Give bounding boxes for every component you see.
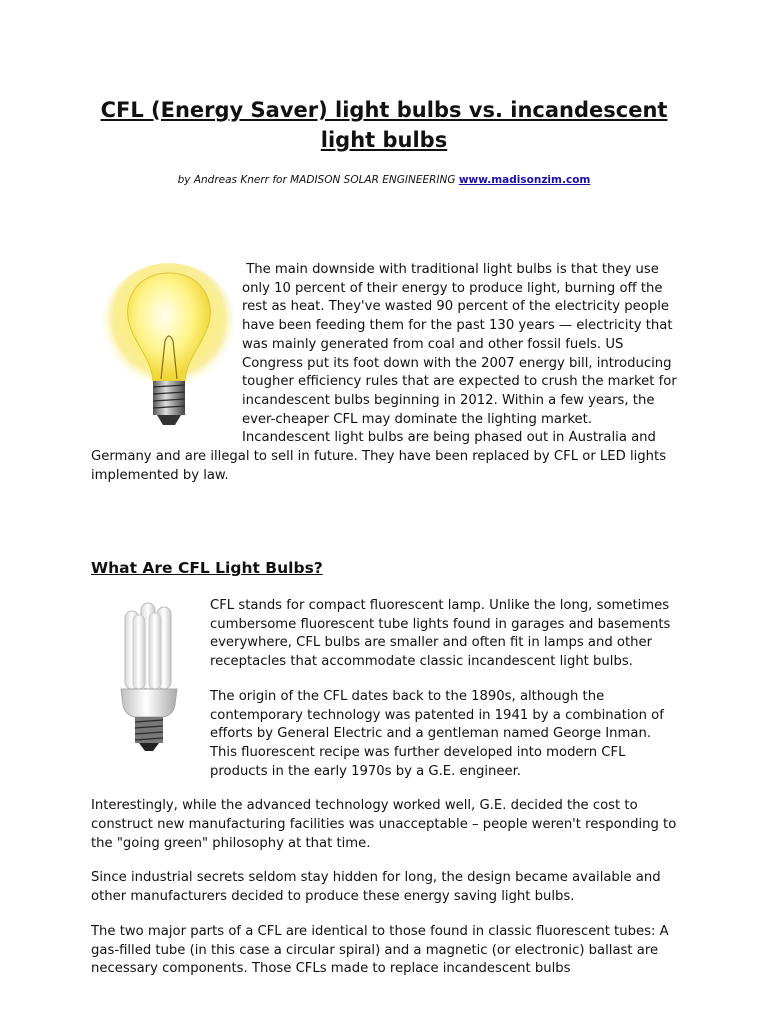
byline-text: by Andreas Knerr for MADISON SOLAR ENGINEERING [177,174,456,186]
paragraph-5: The two major parts of a CFL are identical to those found in classic fluorescent tubes: A gas-filled tube (in this case a circular spiral) and a magnetic (or electronic) ballast are necessary components. Those CFLs made to replace incandescent bulbs [91,923,669,977]
section-heading: What Are CFL Light Bulbs? [91,559,323,577]
paragraph-2: The origin of the CFL dates back to the 1890s, although the contemporary technology was patented in 1941 by a combination of efforts by General Electric and a gentleman named George Inman. This fluorescent recipe was further developed into modern CFL products in the early 1970s by a G.E. engineer. [210,688,664,779]
intro-block [91,261,681,485]
paragraph-1: CFL stands for compact fluorescent lamp. Unlike the long, sometimes cumbersome fluorescent tube lights found in garages and basements everywhere, CFL bulbs are smaller and often fit in lamps and other receptacles that accommodate classic incandescent light bulbs. [210,598,671,670]
page-title: CFL (Energy Saver) light bulbs vs. incandescent light bulbs [100,98,668,152]
incandescent-bulb-icon [91,261,239,447]
cfl-bulb-icon [91,597,207,765]
cfl-section [91,597,681,979]
website-link[interactable]: www.madisonzim.com [458,174,591,186]
paragraph-3: Interestingly, while the advanced technology worked well, G.E. decided the cost to construct new manufacturing facilities was unacceptable – people weren't responding to the "going green" philosophy at that time. [91,798,677,851]
paragraph-4: Since industrial secrets seldom stay hidden for long, the design became available and other manufacturers decided to produce these energy saving light bulbs. [91,870,661,905]
intro-paragraph: The main downside with traditional light bulbs is that they use only 10 percent of their energy to produce light, burning off the rest as heat. They've wasted 90 percent of the electricity people have been feeding them for the past 130 years — electricity that was mainly generated from coal and other fossil fuels. US Congress put its foot down with the 2007 energy bill, introducing tougher efficiency rules that are expected to crush the market for incandescent bulbs beginning in 2012. Within a few years, the ever-cheaper CFL may dominate the lighting market. Incandescent light bulbs are being phased out in Australia and Germany and are illegal to sell in future. They have been replaced by CFL or LED lights implemented by law. [91,262,677,483]
byline [90,172,678,188]
